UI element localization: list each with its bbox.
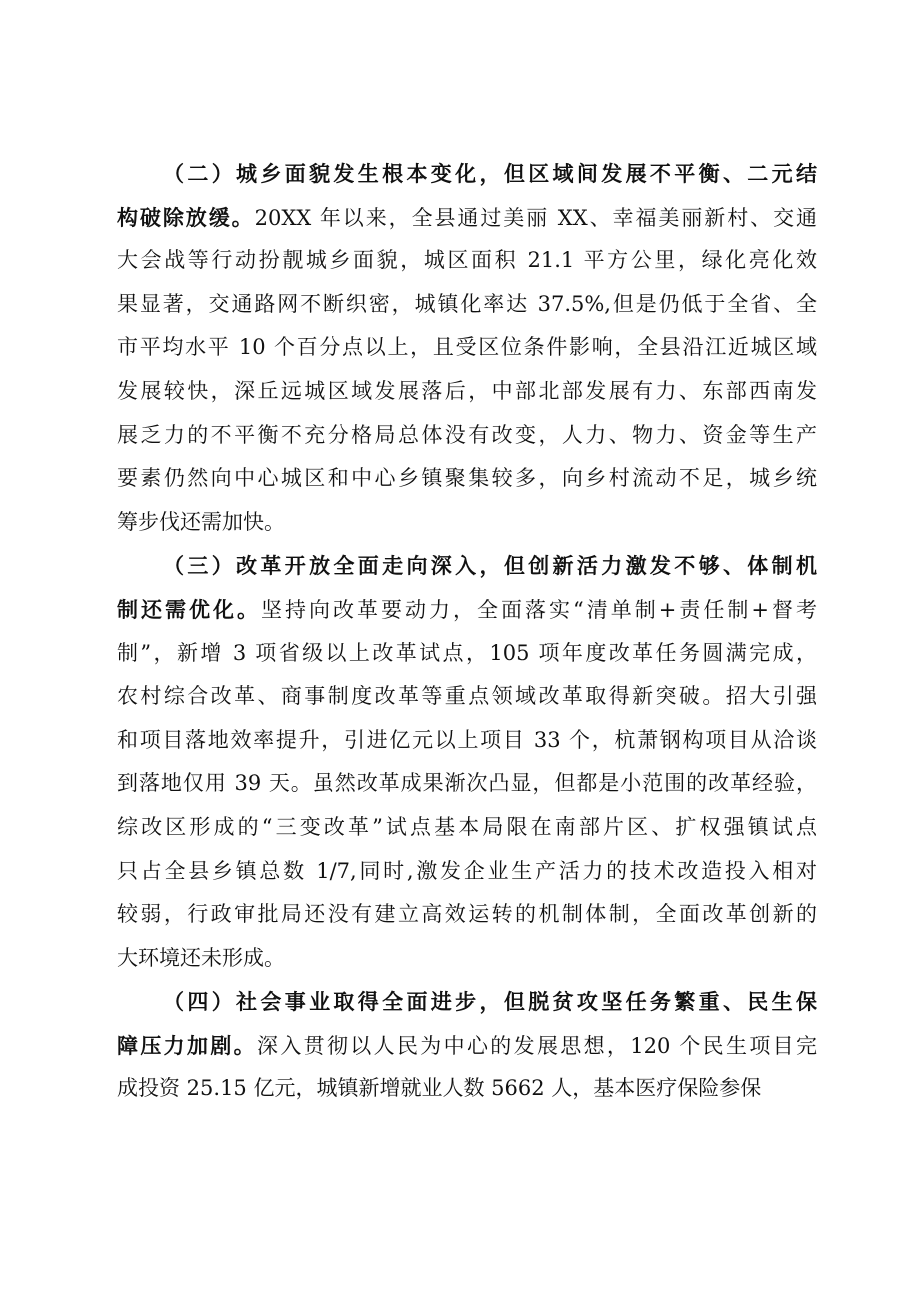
text-line xyxy=(117,544,817,588)
text-line xyxy=(117,632,817,676)
text-line xyxy=(117,370,817,414)
body-text: 较弱，行政审批局还没有建立高效运转的机制体制，全面改革创新的 xyxy=(117,902,817,927)
body-text: 只占全县乡镇总数 1/7,同时,激发企业生产活力的技术改造投入相对 xyxy=(117,858,817,883)
text-line xyxy=(117,326,817,370)
body-text: 深入贯彻以人民为中心的发展思想，120 个民生项目完 xyxy=(256,1033,817,1058)
document-page xyxy=(117,152,817,1111)
bold-heading-text: 障压力加剧。 xyxy=(117,1032,257,1058)
text-line xyxy=(117,980,817,1024)
body-text: 制”，新增 3 项省级以上改革试点，105 项年度改革任务圆满完成， xyxy=(117,640,817,665)
text-line xyxy=(117,239,817,283)
body-text: 成投资 25.15 亿元，城镇新增就业人数 5662 人，基本医疗保险参保 xyxy=(117,1076,762,1101)
text-line xyxy=(117,719,817,763)
body-text: 大会战等行动扮靓城乡面貌，城区面积 21.1 平方公里，绿化亮化效 xyxy=(117,248,817,273)
body-text: 发展较快，深丘远城区域发展落后，中部北部发展有力、东部西南发 xyxy=(117,378,817,403)
body-text: 农村综合改革、商事制度改革等重点领域改革取得新突破。招大引强 xyxy=(117,684,817,709)
bold-heading-text: 构破除放缓。 xyxy=(117,204,255,230)
bold-heading-text: （二）城乡面貌发生根本变化，但区域间发展不平衡、二元结 xyxy=(163,161,817,186)
text-line xyxy=(117,937,817,981)
body-text: 展乏力的不平衡不充分格局总体没有改变，人力、物力、资金等生产 xyxy=(117,422,817,447)
body-text: 和项目落地效率提升，引进亿元以上项目 33 个，杭萧钢构项目从洽谈 xyxy=(117,727,817,752)
bold-heading-text: 制还需优化。 xyxy=(117,596,262,622)
text-line xyxy=(117,457,817,501)
body-text: 要素仍然向中心城区和中心乡镇聚集较多，向乡村流动不足，城乡统 xyxy=(117,466,817,491)
body-text: 到落地仅用 39 天。虽然改革成果渐次凸显，但都是小范围的改革经验， xyxy=(117,771,817,796)
text-line xyxy=(117,283,817,327)
body-text: 市平均水平 10 个百分点以上，且受区位条件影响，全县沿江近城区域 xyxy=(117,335,817,360)
text-line xyxy=(117,675,817,719)
paragraph xyxy=(117,152,817,544)
text-line xyxy=(117,152,817,196)
text-line xyxy=(117,893,817,937)
text-line xyxy=(117,850,817,894)
text-line xyxy=(117,196,817,240)
text-line xyxy=(117,1024,817,1068)
bold-heading-text: （四）社会事业取得全面进步，但脱贫攻坚任务繁重、民生保 xyxy=(163,989,817,1015)
text-line xyxy=(117,1067,817,1111)
text-line xyxy=(117,501,817,545)
text-line xyxy=(117,762,817,806)
body-text: 大环境还未形成。 xyxy=(117,945,285,970)
body-text: 果显著，交通路网不断织密，城镇化率达 37.5%,但是仍低于全省、全 xyxy=(117,291,817,316)
body-text: 20XX 年以来，全县通过美丽 XX、幸福美丽新村、交通 xyxy=(254,205,818,230)
paragraph xyxy=(117,544,817,980)
body-text: 综改区形成的“三变改革”试点基本局限在南部片区、扩权强镇试点 xyxy=(117,814,817,839)
text-line xyxy=(117,806,817,850)
bold-heading-text: （三）改革开放全面走向深入，但创新活力激发不够、体制机 xyxy=(163,553,817,579)
body-text: 坚持向改革要动力，全面落实“清单制+责任制+督考 xyxy=(261,597,817,622)
paragraph xyxy=(117,980,817,1111)
body-text: 筹步伐还需加快。 xyxy=(117,509,285,534)
text-line xyxy=(117,414,817,458)
text-line xyxy=(117,588,817,632)
